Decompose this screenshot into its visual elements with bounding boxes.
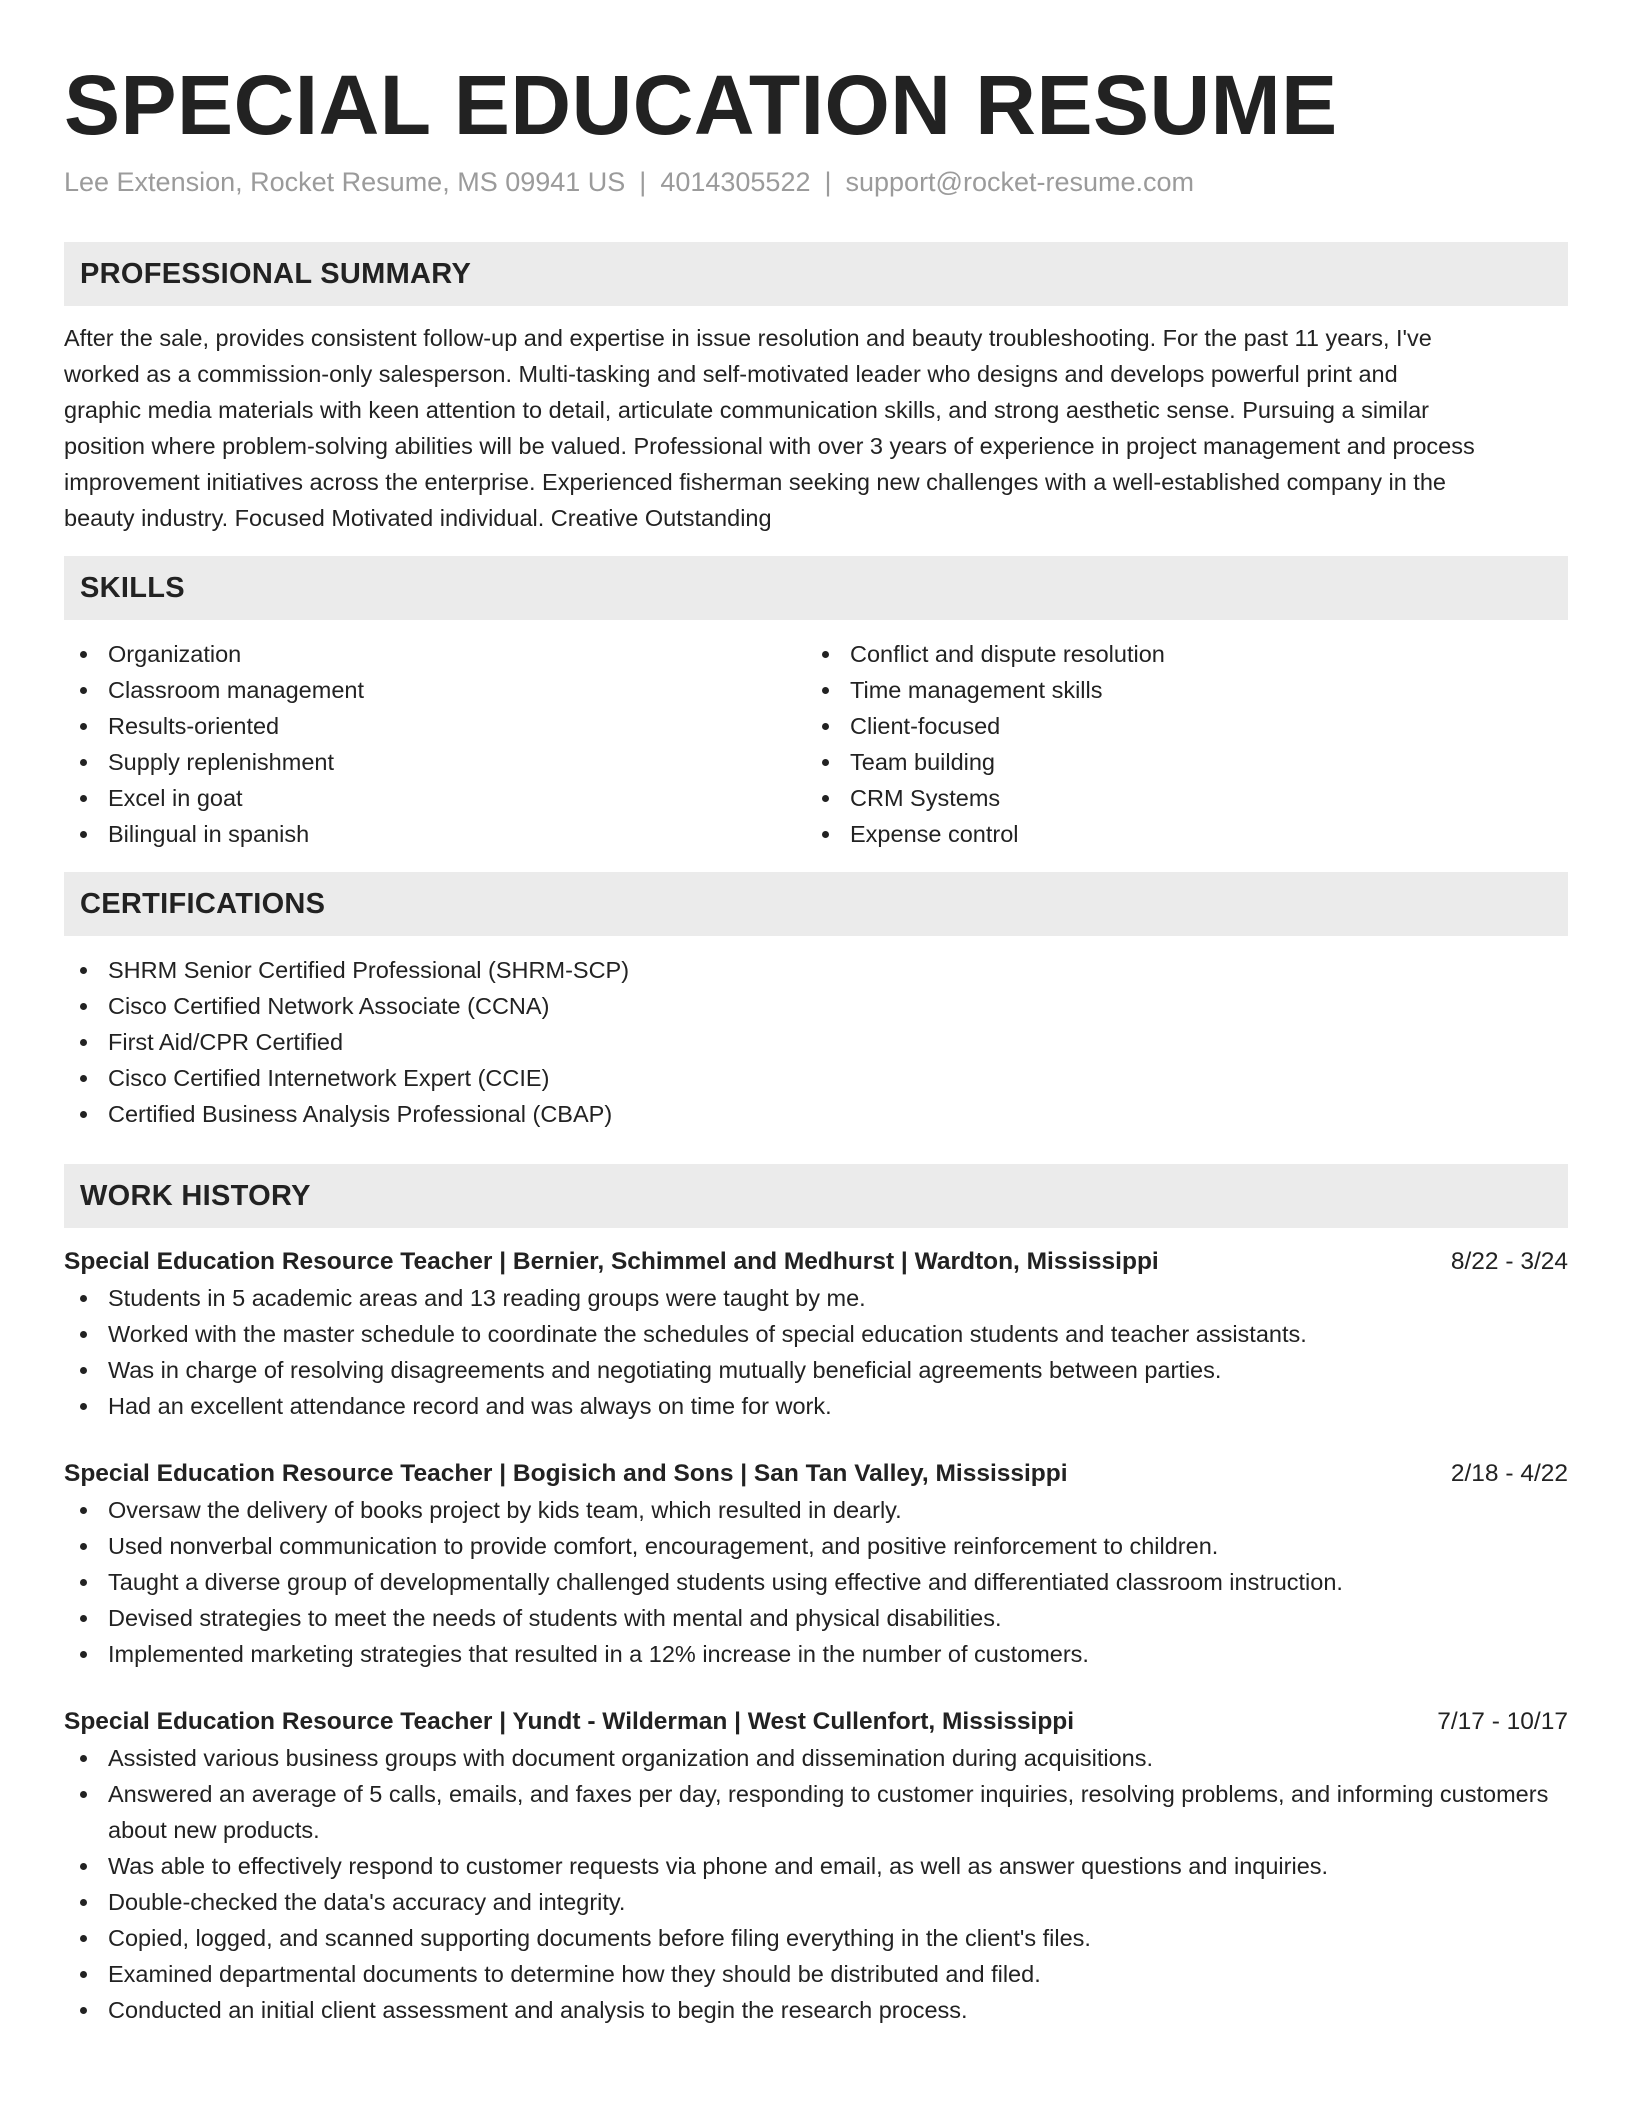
skill-item: Bilingual in spanish <box>64 816 806 852</box>
job-bullet-list <box>64 1740 1568 2028</box>
skills-list-right <box>806 636 1548 852</box>
job-dates: 2/18 - 4/22 <box>1450 1460 1568 1487</box>
job-bullet: Used nonverbal communication to provide comfort, encouragement, and positive reinforcement to children. <box>64 1528 1568 1564</box>
section-heading-skills: SKILLS <box>64 556 1568 620</box>
skills-grid <box>64 636 1568 852</box>
certification-item: First Aid/CPR Certified <box>64 1024 1568 1060</box>
summary-line: position where problem-solving abilities will be valued. Professional with over 3 years of experience in project management and process <box>64 433 1475 459</box>
job-bullet: Assisted various business groups with document organization and dissemination during acquisitions. <box>64 1740 1568 1776</box>
job-bullet: Copied, logged, and scanned supporting documents before filing everything in the client's files. <box>64 1920 1568 1956</box>
section-heading-summary: PROFESSIONAL SUMMARY <box>64 242 1568 306</box>
summary-line: graphic media materials with keen attention to detail, articulate communication skills, and strong aesthetic sense. Pursuing a similar <box>64 397 1429 423</box>
resume-title: SPECIAL EDUCATION RESUME <box>64 58 1338 152</box>
contact-separator: | <box>824 167 832 197</box>
skill-item: Client-focused <box>806 708 1548 744</box>
summary-paragraph <box>64 320 1568 536</box>
summary-line: improvement initiatives across the enterprise. Experienced fisherman seeking new challenges with a well-established company in the <box>64 469 1446 495</box>
skill-item: Results-oriented <box>64 708 806 744</box>
job-header <box>64 1704 1568 1740</box>
summary-line: beauty industry. Focused Motivated individual. Creative Outstanding <box>64 505 772 531</box>
skills-list-left <box>64 636 806 852</box>
job-dates: 8/22 - 3/24 <box>1450 1248 1568 1275</box>
job-entry <box>64 1244 1568 1424</box>
contact-address: Lee Extension, Rocket Resume, MS 09941 US <box>64 167 626 197</box>
contact-line <box>64 164 1568 200</box>
certification-item: Cisco Certified Internetwork Expert (CCIE) <box>64 1060 1568 1096</box>
job-header <box>64 1244 1568 1280</box>
skill-item: Excel in goat <box>64 780 806 816</box>
job-title: Special Education Resource Teacher | Bogisich and Sons | San Tan Valley, Mississippi <box>64 1460 1068 1487</box>
summary-line: After the sale, provides consistent follow-up and expertise in issue resolution and beauty troubleshooting. For the past 11 years, I've <box>64 325 1432 351</box>
job-bullet-list <box>64 1492 1568 1672</box>
job-title: Special Education Resource Teacher | Yundt - Wilderman | West Cullenfort, Mississippi <box>64 1708 1075 1735</box>
certifications-list <box>64 952 1568 1132</box>
skill-item: Supply replenishment <box>64 744 806 780</box>
job-title: Special Education Resource Teacher | Bernier, Schimmel and Medhurst | Wardton, Mississippi <box>64 1248 1159 1275</box>
contact-email: support@rocket-resume.com <box>845 167 1195 197</box>
job-bullet-list <box>64 1280 1568 1424</box>
job-bullet: Oversaw the delivery of books project by kids team, which resulted in dearly. <box>64 1492 1568 1528</box>
section-heading-work-history: WORK HISTORY <box>64 1164 1568 1228</box>
job-bullet: Had an excellent attendance record and was always on time for work. <box>64 1388 1568 1424</box>
skill-item: CRM Systems <box>806 780 1548 816</box>
job-bullet: Implemented marketing strategies that resulted in a 12% increase in the number of customers. <box>64 1636 1568 1672</box>
certification-item: Certified Business Analysis Professional (CBAP) <box>64 1096 1568 1132</box>
skill-item: Expense control <box>806 816 1548 852</box>
skill-item: Conflict and dispute resolution <box>806 636 1548 672</box>
skill-item: Classroom management <box>64 672 806 708</box>
job-dates: 7/17 - 10/17 <box>1437 1708 1568 1735</box>
resume-page <box>64 0 1568 2028</box>
skill-item: Time management skills <box>806 672 1548 708</box>
job-bullet: Double-checked the data's accuracy and integrity. <box>64 1884 1568 1920</box>
job-bullet: Answered an average of 5 calls, emails, and faxes per day, responding to customer inquiries, resolving problems, and informing customers about new products. <box>64 1776 1568 1848</box>
certification-item: SHRM Senior Certified Professional (SHRM-SCP) <box>64 952 1568 988</box>
contact-phone: 4014305522 <box>660 167 811 197</box>
job-entry <box>64 1704 1568 2028</box>
job-bullet: Was able to effectively respond to customer requests via phone and email, as well as answer questions and inquiries. <box>64 1848 1568 1884</box>
job-bullet: Examined departmental documents to determine how they should be distributed and filed. <box>64 1956 1568 1992</box>
contact-separator: | <box>639 167 647 197</box>
job-bullet: Taught a diverse group of developmentally challenged students using effective and differentiated classroom instruction. <box>64 1564 1568 1600</box>
job-entry <box>64 1456 1568 1672</box>
certification-item: Cisco Certified Network Associate (CCNA) <box>64 988 1568 1024</box>
summary-line: worked as a commission-only salesperson. Multi-tasking and self-motivated leader who designs and develops powerful print and <box>64 361 1398 387</box>
section-heading-certifications: CERTIFICATIONS <box>64 872 1568 936</box>
job-bullet: Devised strategies to meet the needs of students with mental and physical disabilities. <box>64 1600 1568 1636</box>
job-bullet: Was in charge of resolving disagreements and negotiating mutually beneficial agreements between parties. <box>64 1352 1568 1388</box>
skill-item: Team building <box>806 744 1548 780</box>
job-bullet: Students in 5 academic areas and 13 reading groups were taught by me. <box>64 1280 1568 1316</box>
job-bullet: Worked with the master schedule to coordinate the schedules of special education students and teacher assistants. <box>64 1316 1568 1352</box>
job-bullet: Conducted an initial client assessment and analysis to begin the research process. <box>64 1992 1568 2028</box>
skill-item: Organization <box>64 636 806 672</box>
job-header <box>64 1456 1568 1492</box>
